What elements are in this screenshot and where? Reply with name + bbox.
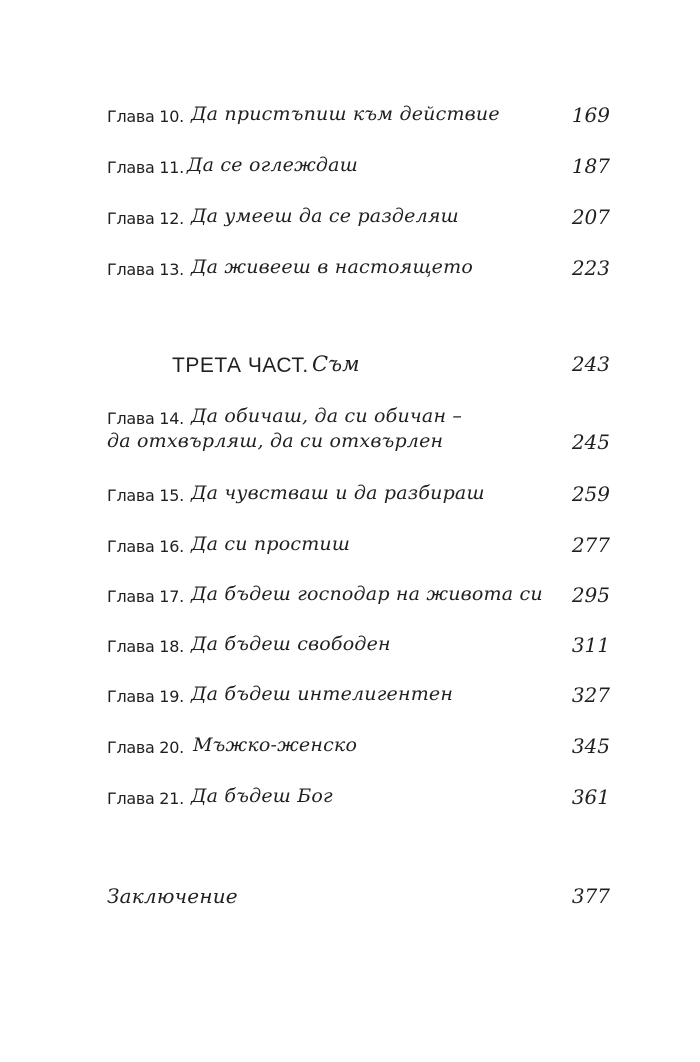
- page-number: 345: [571, 734, 610, 758]
- chapter-title: Да бъдеш господар на живота си: [191, 583, 543, 605]
- chapter-title: Да се оглеждаш: [187, 154, 358, 176]
- chapter-title: Да бъдеш свободен: [191, 633, 391, 655]
- page-number: 361: [571, 785, 610, 809]
- chapter-label: Глава 18.: [107, 637, 184, 656]
- chapter-title-line-2: да отхвърляш, да си отхвърлен: [107, 430, 444, 452]
- page-number: 245: [571, 430, 610, 454]
- chapter-label: Глава 15.: [107, 486, 184, 505]
- page-number: 223: [571, 256, 610, 280]
- chapter-label: Глава 13.: [107, 260, 184, 279]
- chapter-title: Да чувстваш и да разбираш: [191, 482, 485, 504]
- page-number: 327: [571, 683, 610, 707]
- page-number: 277: [571, 533, 610, 557]
- part-label: ТРЕТА ЧАСТ.: [172, 354, 309, 377]
- chapter-label: Глава 16.: [107, 537, 184, 556]
- chapter-label: Глава 21.: [107, 789, 184, 808]
- chapter-title: Да бъдеш Бог: [191, 785, 333, 807]
- chapter-label: Глава 20.: [107, 738, 184, 757]
- conclusion-title: Заключение: [107, 884, 238, 908]
- chapter-label: Глава 17.: [107, 587, 184, 606]
- page-number: 169: [571, 103, 610, 127]
- chapter-label: Глава 10.: [107, 107, 184, 126]
- chapter-title: Да бъдеш интелигентен: [191, 683, 454, 705]
- chapter-title: Да си простиш: [191, 533, 351, 555]
- part-title: Съм: [312, 352, 360, 376]
- page-number: 295: [571, 583, 610, 607]
- page-number: 259: [571, 482, 610, 506]
- page-number: 187: [571, 154, 610, 178]
- chapter-title-line-1: Да обичаш, да си обичан –: [191, 405, 463, 427]
- chapter-label: Глава 14.: [107, 409, 184, 428]
- chapter-label: Глава 11.: [107, 158, 184, 177]
- chapter-label: Глава 12.: [107, 209, 184, 228]
- chapter-title: Да пристъпиш към действие: [191, 103, 500, 125]
- page-number: 243: [571, 352, 610, 376]
- chapter-title: Мъжко-женско: [193, 734, 358, 756]
- chapter-title: Да умееш да се разделяш: [191, 205, 459, 227]
- page-number: 311: [571, 633, 610, 657]
- page-number: 207: [571, 205, 610, 229]
- chapter-title: Да живееш в настоящето: [191, 256, 473, 278]
- page-number: 377: [571, 884, 610, 908]
- chapter-label: Глава 19.: [107, 687, 184, 706]
